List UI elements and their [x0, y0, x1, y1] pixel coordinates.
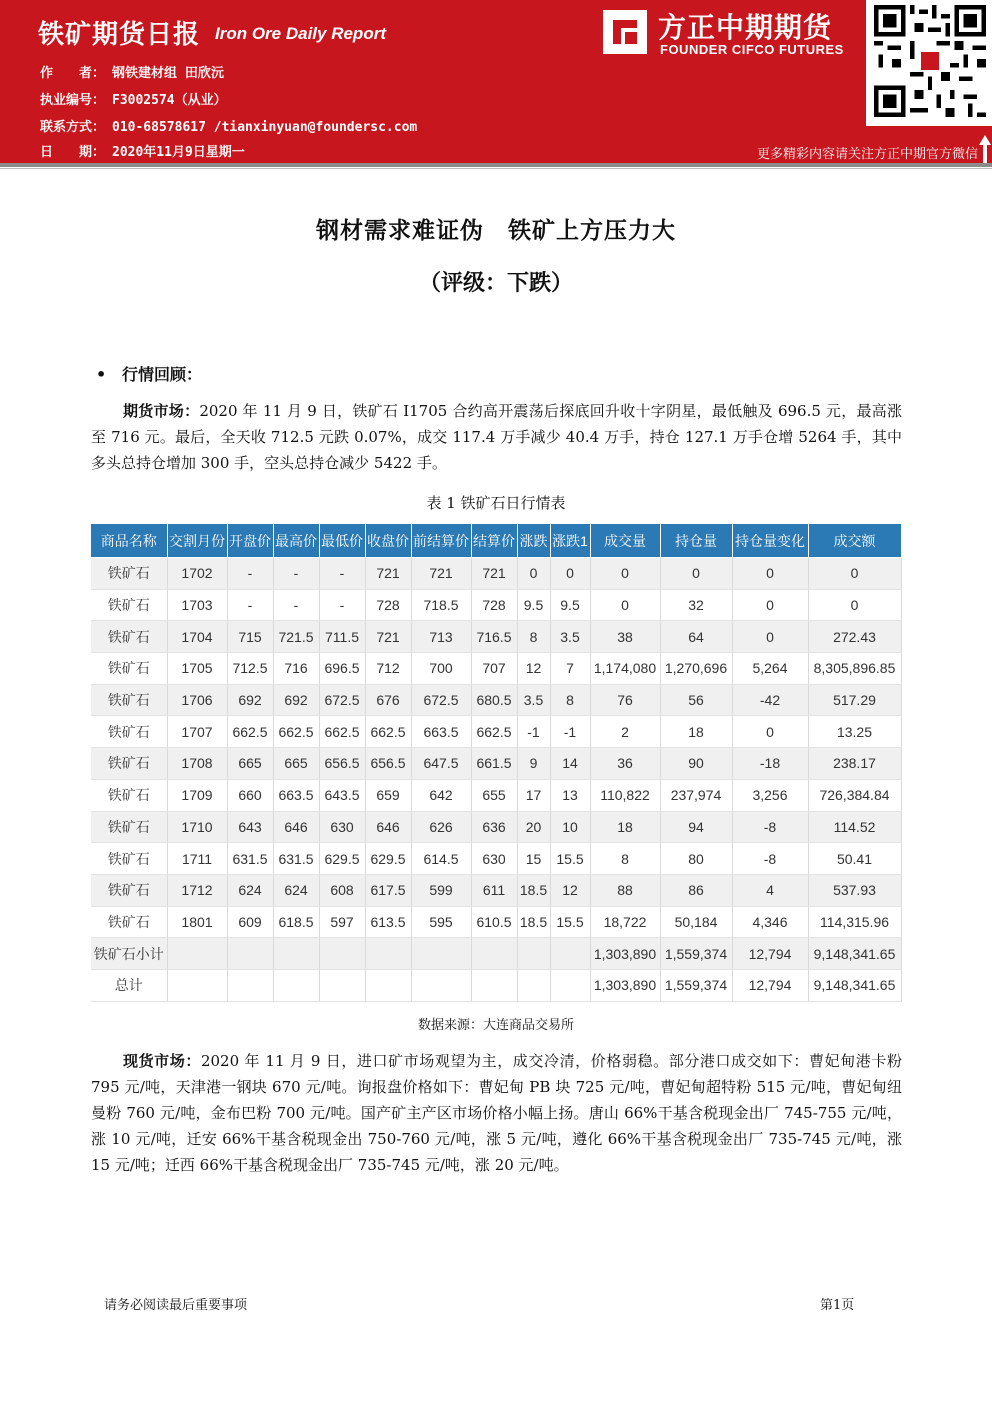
table-cell: 64 [660, 621, 732, 653]
table-cell: - [319, 558, 365, 590]
table-cell: 662.5 [319, 716, 365, 748]
table-cell: 1710 [167, 811, 227, 843]
table-cell [227, 969, 273, 1001]
table-cell: 692 [227, 684, 273, 716]
table-cell: 12,794 [732, 969, 808, 1001]
table-cell: 1,174,080 [590, 653, 660, 685]
table-cell: 0 [732, 716, 808, 748]
table-cell [471, 938, 517, 970]
table-cell: - [227, 558, 273, 590]
table-cell: 0 [590, 558, 660, 590]
table-cell: 643.5 [319, 779, 365, 811]
table-cell: 3.5 [550, 621, 590, 653]
futures-paragraph [91, 398, 902, 476]
table-row [91, 874, 901, 906]
table-cell: 90 [660, 748, 732, 780]
table-cell: 728 [365, 589, 411, 621]
table-cell [517, 969, 550, 1001]
table-cell [319, 938, 365, 970]
table-cell [319, 969, 365, 1001]
table-cell: -18 [732, 748, 808, 780]
table-cell: 铁矿石 [91, 748, 167, 780]
table-cell: 32 [660, 589, 732, 621]
table-cell [471, 969, 517, 1001]
table-cell: 8,305,896.85 [808, 653, 901, 685]
table-cell: -1 [550, 716, 590, 748]
brand-name-cn: 方正中期期货 [658, 11, 833, 44]
table-cell: 0 [808, 558, 901, 590]
table-cell: 672.5 [411, 684, 471, 716]
table-cell: 铁矿石 [91, 589, 167, 621]
table-cell: 1711 [167, 843, 227, 875]
table-cell: 114,315.96 [808, 906, 901, 938]
table-cell: 13.25 [808, 716, 901, 748]
table-cell: 721 [471, 558, 517, 590]
table-cell: 630 [471, 843, 517, 875]
table-cell: 铁矿石 [91, 874, 167, 906]
futures-text: 2020 年 11 月 9 日，铁矿石 I1705 合约高开震荡后探底回升收十字阴星，最低触及 696.5 元，最高涨至 716 元。最后，全天收 712.5 元跌 0.07%，成交 117.4 万手减少 40.4 万手，持仓 127.1 万手仓增 5264 手，其中多头总持仓增加 300 手，空头总持仓减少 5422 手。 [91, 402, 902, 472]
table-header-cell: 交割月份 [167, 524, 227, 558]
table-cell: 0 [808, 589, 901, 621]
table-header-cell: 成交量 [590, 524, 660, 558]
table-cell: 80 [660, 843, 732, 875]
table-body [91, 558, 901, 1002]
table-cell: 17 [517, 779, 550, 811]
market-table [91, 524, 902, 1002]
table-cell: 631.5 [273, 843, 319, 875]
table-row [91, 748, 901, 780]
table-cell: 94 [660, 811, 732, 843]
rating: （评级：下跌） [418, 271, 573, 296]
table-cell: 86 [660, 874, 732, 906]
table-cell: 711.5 [319, 621, 365, 653]
table-header-cell: 前结算价 [411, 524, 471, 558]
report-headline: 钢材需求难证伪 铁矿上方压力大 [316, 218, 676, 244]
table-cell: - [273, 558, 319, 590]
table-cell: 铁矿石 [91, 779, 167, 811]
table-cell: 1709 [167, 779, 227, 811]
table-cell [411, 969, 471, 1001]
table-cell: 665 [227, 748, 273, 780]
table-cell: 铁矿石 [91, 558, 167, 590]
table-row [91, 938, 901, 970]
table-header-cell: 商品名称 [91, 524, 167, 558]
table-cell: 672.5 [319, 684, 365, 716]
table-cell: 铁矿石 [91, 811, 167, 843]
table-cell: 15 [517, 843, 550, 875]
report-header [0, 0, 992, 163]
table-row [91, 589, 901, 621]
table-cell: 1706 [167, 684, 227, 716]
bullet-icon: • [96, 365, 107, 384]
futures-label: 期货市场： [123, 402, 200, 420]
table-cell: 624 [227, 874, 273, 906]
table-cell: 680.5 [471, 684, 517, 716]
author-line [40, 62, 224, 81]
table-cell: 18 [590, 811, 660, 843]
follow-wechat-text: 更多精彩内容请关注方正中期官方微信 [756, 147, 978, 162]
table-cell: 18.5 [517, 906, 550, 938]
table-cell [550, 938, 590, 970]
table-cell: 712 [365, 653, 411, 685]
table-cell: 721 [365, 621, 411, 653]
table-cell: 4,346 [732, 906, 808, 938]
table-cell: 696.5 [319, 653, 365, 685]
header-divider-thin [0, 168, 992, 169]
table-cell: 1702 [167, 558, 227, 590]
table-cell: 655 [471, 779, 517, 811]
table-cell: 1705 [167, 653, 227, 685]
date-value: 2020年11月9日星期一 [112, 145, 245, 160]
table-cell: 12 [550, 874, 590, 906]
table-cell: 1703 [167, 589, 227, 621]
table-cell: 9.5 [517, 589, 550, 621]
table-cell: 110,822 [590, 779, 660, 811]
table-cell: 726,384.84 [808, 779, 901, 811]
table-cell: 629.5 [365, 843, 411, 875]
table-cell: 9.5 [550, 589, 590, 621]
table-cell: 56 [660, 684, 732, 716]
table-cell: 0 [660, 558, 732, 590]
table-cell: 626 [411, 811, 471, 843]
table-cell: - [273, 589, 319, 621]
table-cell [273, 969, 319, 1001]
table-cell: 718.5 [411, 589, 471, 621]
table-cell: 642 [411, 779, 471, 811]
table-cell [365, 969, 411, 1001]
table-cell: 1,303,890 [590, 938, 660, 970]
table-cell: 721.5 [273, 621, 319, 653]
table-cell: 624 [273, 874, 319, 906]
table-row [91, 684, 901, 716]
table-cell: 76 [590, 684, 660, 716]
table-cell: 1,559,374 [660, 938, 732, 970]
table-header-cell: 结算价 [471, 524, 517, 558]
table-cell: 12,794 [732, 938, 808, 970]
table-cell: 114.52 [808, 811, 901, 843]
table-header-cell: 持仓量变化 [732, 524, 808, 558]
section-heading-text: 行情回顾： [122, 365, 203, 384]
table-cell: 18 [660, 716, 732, 748]
license-line [40, 89, 227, 108]
table-cell: 1,559,374 [660, 969, 732, 1001]
table-cell: 715 [227, 621, 273, 653]
spot-text: 2020 年 11 月 9 日，进口矿市场观望为主，成交冷清，价格弱稳。部分港口成交如下：曹妃甸港卡粉 795 元/吨，天津港一钢块 670 元/吨。询报盘价格如下：曹妃甸 PB 块 725 元/吨，曹妃甸超特粉 515 元/吨，曹妃甸纽曼粉 760 元/吨，金布巴粉 700 元/吨。国产矿主产区市场价格小幅上扬。唐山 66%干基含税现金出厂 745-755 元/吨，涨 10 元/吨，迁安 66%干基含税现金出 750-760 元/吨，涨 5 元/吨，遵化 66%干基含税现金出厂 735-745 元/吨，涨 15 元/吨；迁西 66%干基含税现金出厂 735-745 元/吨，涨 20 元/吨。 [91, 1052, 902, 1174]
contact-value[interactable]: 010-68578617 /tianxinyuan@foundersc.com [112, 120, 418, 135]
table-row [91, 653, 901, 685]
table-caption: 表 1 铁矿石日行情表 [426, 494, 566, 512]
date-label: 日 期： [40, 145, 106, 160]
table-cell: 1708 [167, 748, 227, 780]
table-cell: 50,184 [660, 906, 732, 938]
table-cell: 631.5 [227, 843, 273, 875]
table-cell: 646 [273, 811, 319, 843]
table-cell: 656.5 [365, 748, 411, 780]
table-cell: 537.93 [808, 874, 901, 906]
table-cell: 663.5 [411, 716, 471, 748]
table-cell: 36 [590, 748, 660, 780]
table-cell: 0 [732, 621, 808, 653]
table-cell: 9 [517, 748, 550, 780]
table-cell: 700 [411, 653, 471, 685]
table-cell: 662.5 [227, 716, 273, 748]
table-cell: 1,303,890 [590, 969, 660, 1001]
table-cell: 1707 [167, 716, 227, 748]
table-cell: 613.5 [365, 906, 411, 938]
table-cell: -8 [732, 811, 808, 843]
table-cell: 20 [517, 811, 550, 843]
table-cell: 1801 [167, 906, 227, 938]
table-cell: 0 [732, 589, 808, 621]
table-cell: 15.5 [550, 906, 590, 938]
table-cell: 716.5 [471, 621, 517, 653]
table-cell: 7 [550, 653, 590, 685]
table-row [91, 906, 901, 938]
table-cell: 611 [471, 874, 517, 906]
date-line [40, 141, 245, 160]
data-source: 数据来源：大连商品交易所 [417, 1018, 574, 1033]
table-cell: 0 [517, 558, 550, 590]
contact-line [40, 116, 417, 135]
table-cell: - [227, 589, 273, 621]
table-header-cell: 收盘价 [365, 524, 411, 558]
table-cell: 铁矿石 [91, 653, 167, 685]
arrow-up-icon [978, 133, 992, 163]
table-cell: 630 [319, 811, 365, 843]
table-cell: 599 [411, 874, 471, 906]
table-row [91, 843, 901, 875]
table-cell: 646 [365, 811, 411, 843]
table-cell: 238.17 [808, 748, 901, 780]
table-row [91, 716, 901, 748]
table-header-cell: 持仓量 [660, 524, 732, 558]
table-cell: 609 [227, 906, 273, 938]
table-cell: 5,264 [732, 653, 808, 685]
table-cell: 647.5 [411, 748, 471, 780]
founder-logo-icon [603, 10, 647, 54]
table-cell [365, 938, 411, 970]
table-cell: 643 [227, 811, 273, 843]
table-row [91, 779, 901, 811]
table-cell: 铁矿石 [91, 621, 167, 653]
table-cell: 272.43 [808, 621, 901, 653]
table-cell: 8 [590, 843, 660, 875]
table-cell: 铁矿石 [91, 906, 167, 938]
table-cell: 721 [411, 558, 471, 590]
table-cell: 9,148,341.65 [808, 938, 901, 970]
report-title-cn: 铁矿期货日报 [38, 20, 201, 50]
table-cell: 716 [273, 653, 319, 685]
table-cell: 50.41 [808, 843, 901, 875]
table-cell: 517.29 [808, 684, 901, 716]
table-cell: 38 [590, 621, 660, 653]
table-row [91, 621, 901, 653]
table-cell: 665 [273, 748, 319, 780]
table-cell: 铁矿石 [91, 716, 167, 748]
table-cell: 8 [550, 684, 590, 716]
table-cell: 662.5 [471, 716, 517, 748]
table-cell: -8 [732, 843, 808, 875]
table-header-cell: 最低价 [319, 524, 365, 558]
table-cell: 铁矿石小计 [91, 938, 167, 970]
table-cell: 636 [471, 811, 517, 843]
table-cell: 1712 [167, 874, 227, 906]
spot-label: 现货市场： [123, 1052, 201, 1070]
table-cell: 88 [590, 874, 660, 906]
table-cell [550, 969, 590, 1001]
page-number: 第1页 [820, 1298, 855, 1313]
table-cell: 661.5 [471, 748, 517, 780]
table-cell [227, 938, 273, 970]
contact-label: 联系方式： [40, 120, 106, 135]
table-cell: 728 [471, 589, 517, 621]
table-cell: 595 [411, 906, 471, 938]
table-header-cell: 成交额 [808, 524, 901, 558]
table-cell: 3.5 [517, 684, 550, 716]
table-cell: 608 [319, 874, 365, 906]
table-cell: -42 [732, 684, 808, 716]
table-cell: 14 [550, 748, 590, 780]
table-cell: 656.5 [319, 748, 365, 780]
table-cell: 614.5 [411, 843, 471, 875]
table-cell: 659 [365, 779, 411, 811]
table-cell: 237,974 [660, 779, 732, 811]
table-cell: 713 [411, 621, 471, 653]
table-cell: 676 [365, 684, 411, 716]
table-cell: 707 [471, 653, 517, 685]
table-cell: 662.5 [273, 716, 319, 748]
table-cell: 8 [517, 621, 550, 653]
license-value: F3002574（从业） [112, 93, 227, 108]
table-cell: 18,722 [590, 906, 660, 938]
header-divider [0, 163, 992, 167]
table-row [91, 811, 901, 843]
table-cell: -1 [517, 716, 550, 748]
table-header-cell: 涨跌 [517, 524, 550, 558]
table-cell [167, 938, 227, 970]
table-cell: 1,270,696 [660, 653, 732, 685]
table-row [91, 558, 901, 590]
table-cell: 18.5 [517, 874, 550, 906]
table-cell: 1704 [167, 621, 227, 653]
table-cell [167, 969, 227, 1001]
spot-paragraph [91, 1048, 902, 1178]
table-header-cell: 涨跌1 [550, 524, 590, 558]
qr-code-icon [874, 5, 986, 117]
table-cell: 总计 [91, 969, 167, 1001]
table-cell: 13 [550, 779, 590, 811]
table-cell: 9,148,341.65 [808, 969, 901, 1001]
table-cell: 12 [517, 653, 550, 685]
table-cell: 617.5 [365, 874, 411, 906]
table-cell: 0 [590, 589, 660, 621]
table-cell: 610.5 [471, 906, 517, 938]
table-cell: 0 [550, 558, 590, 590]
table-cell: 629.5 [319, 843, 365, 875]
table-cell: 597 [319, 906, 365, 938]
brand-name-en: FOUNDER CIFCO FUTURES [660, 42, 844, 57]
table-cell: 618.5 [273, 906, 319, 938]
table-cell: 15.5 [550, 843, 590, 875]
license-label: 执业编号： [40, 93, 106, 108]
table-cell: 2 [590, 716, 660, 748]
table-header-cell: 开盘价 [227, 524, 273, 558]
table-cell: 660 [227, 779, 273, 811]
table-header-row [91, 524, 901, 558]
table-cell: 663.5 [273, 779, 319, 811]
table-cell: 4 [732, 874, 808, 906]
table-cell: 3,256 [732, 779, 808, 811]
table-cell [411, 938, 471, 970]
table-cell: 721 [365, 558, 411, 590]
author-label: 作 者： [40, 66, 106, 81]
table-header-cell: 最高价 [273, 524, 319, 558]
table-cell: - [319, 589, 365, 621]
table-cell: 10 [550, 811, 590, 843]
section-heading [96, 362, 202, 385]
qr-code[interactable] [866, 0, 992, 126]
report-title-en: Iron Ore Daily Report [215, 24, 386, 43]
footer-notice: 请务必阅读最后重要事项 [104, 1298, 248, 1313]
table-cell [517, 938, 550, 970]
table-cell: 铁矿石 [91, 684, 167, 716]
table-cell: 0 [732, 558, 808, 590]
table-cell: 692 [273, 684, 319, 716]
table-cell: 662.5 [365, 716, 411, 748]
table-cell [273, 938, 319, 970]
author-value: 钢铁建材组 田欣沅 [112, 66, 224, 81]
table-cell: 712.5 [227, 653, 273, 685]
table-cell: 铁矿石 [91, 843, 167, 875]
table-row [91, 969, 901, 1001]
